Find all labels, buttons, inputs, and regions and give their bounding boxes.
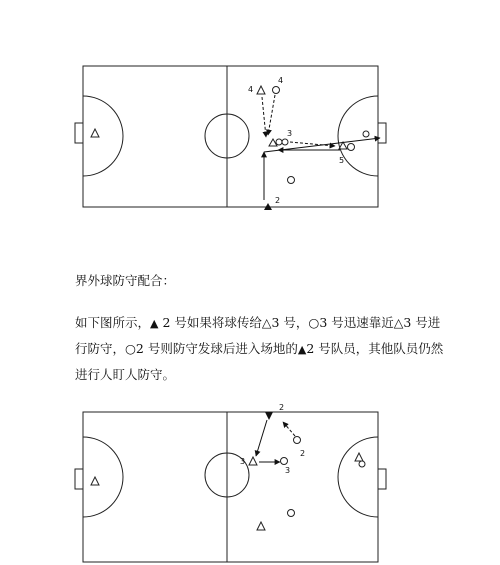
label-4-triangle: 4 <box>248 85 254 94</box>
section-heading: 界外球防守配合： <box>75 273 176 288</box>
court-outline <box>75 66 386 207</box>
paragraph-line-3: 进行人盯人防守。 <box>75 367 176 382</box>
filled-triangle-symbol: ▲ <box>150 317 159 330</box>
court-diagram-bottom <box>0 392 500 565</box>
player-3-circle-a <box>276 139 282 145</box>
player-4-triangle <box>257 86 265 94</box>
movement-arrows <box>256 420 295 462</box>
court-outline <box>75 412 386 562</box>
goalkeeper-left-triangle <box>91 129 99 137</box>
player-4-circle <box>273 87 280 94</box>
goalkeeper-left-triangle <box>91 477 99 485</box>
filled-triangle-symbol: ▲ <box>297 343 307 356</box>
player-3-triangle <box>249 457 257 465</box>
label-2: 2 <box>275 196 281 205</box>
player-circle-lower <box>288 510 295 517</box>
label-4-circle: 4 <box>278 76 284 85</box>
player-circle-bottom <box>288 177 295 184</box>
para-text-1a: 如下图所示， <box>75 315 151 330</box>
label-5: 5 <box>339 156 345 165</box>
player-5-circle <box>348 144 355 151</box>
label-3: 3 <box>287 129 293 138</box>
goalkeeper-right-triangle <box>355 453 363 461</box>
label-2-triangle: 2 <box>279 403 285 412</box>
label-3-circle: 3 <box>285 466 291 475</box>
court-diagram-top <box>0 0 500 225</box>
label-3-triangle: 3 <box>240 457 246 466</box>
paragraph-line-1 <box>75 310 441 337</box>
para-text-1b: 2 号如果将球传给△3 号，○3 号迅速靠近△3 号进 <box>158 315 441 330</box>
label-2-circle: 2 <box>300 449 306 458</box>
para-text-2a: 行防守，○2 号则防守发球后进入场地的 <box>75 341 298 356</box>
para-text-2b: 2 号队员，其他队员仍然 <box>306 341 444 356</box>
goalkeeper-right-circle <box>359 461 365 467</box>
player-2-circle <box>294 437 301 444</box>
goalkeeper-right-circle <box>363 131 369 137</box>
paragraph-line-2 <box>75 336 444 363</box>
player-2-thrower-triangle <box>265 412 273 420</box>
player-3-circle-b <box>282 139 288 145</box>
player-triangle-lower <box>257 522 265 530</box>
player-3-circle <box>281 458 288 465</box>
movement-arrows <box>262 95 380 200</box>
